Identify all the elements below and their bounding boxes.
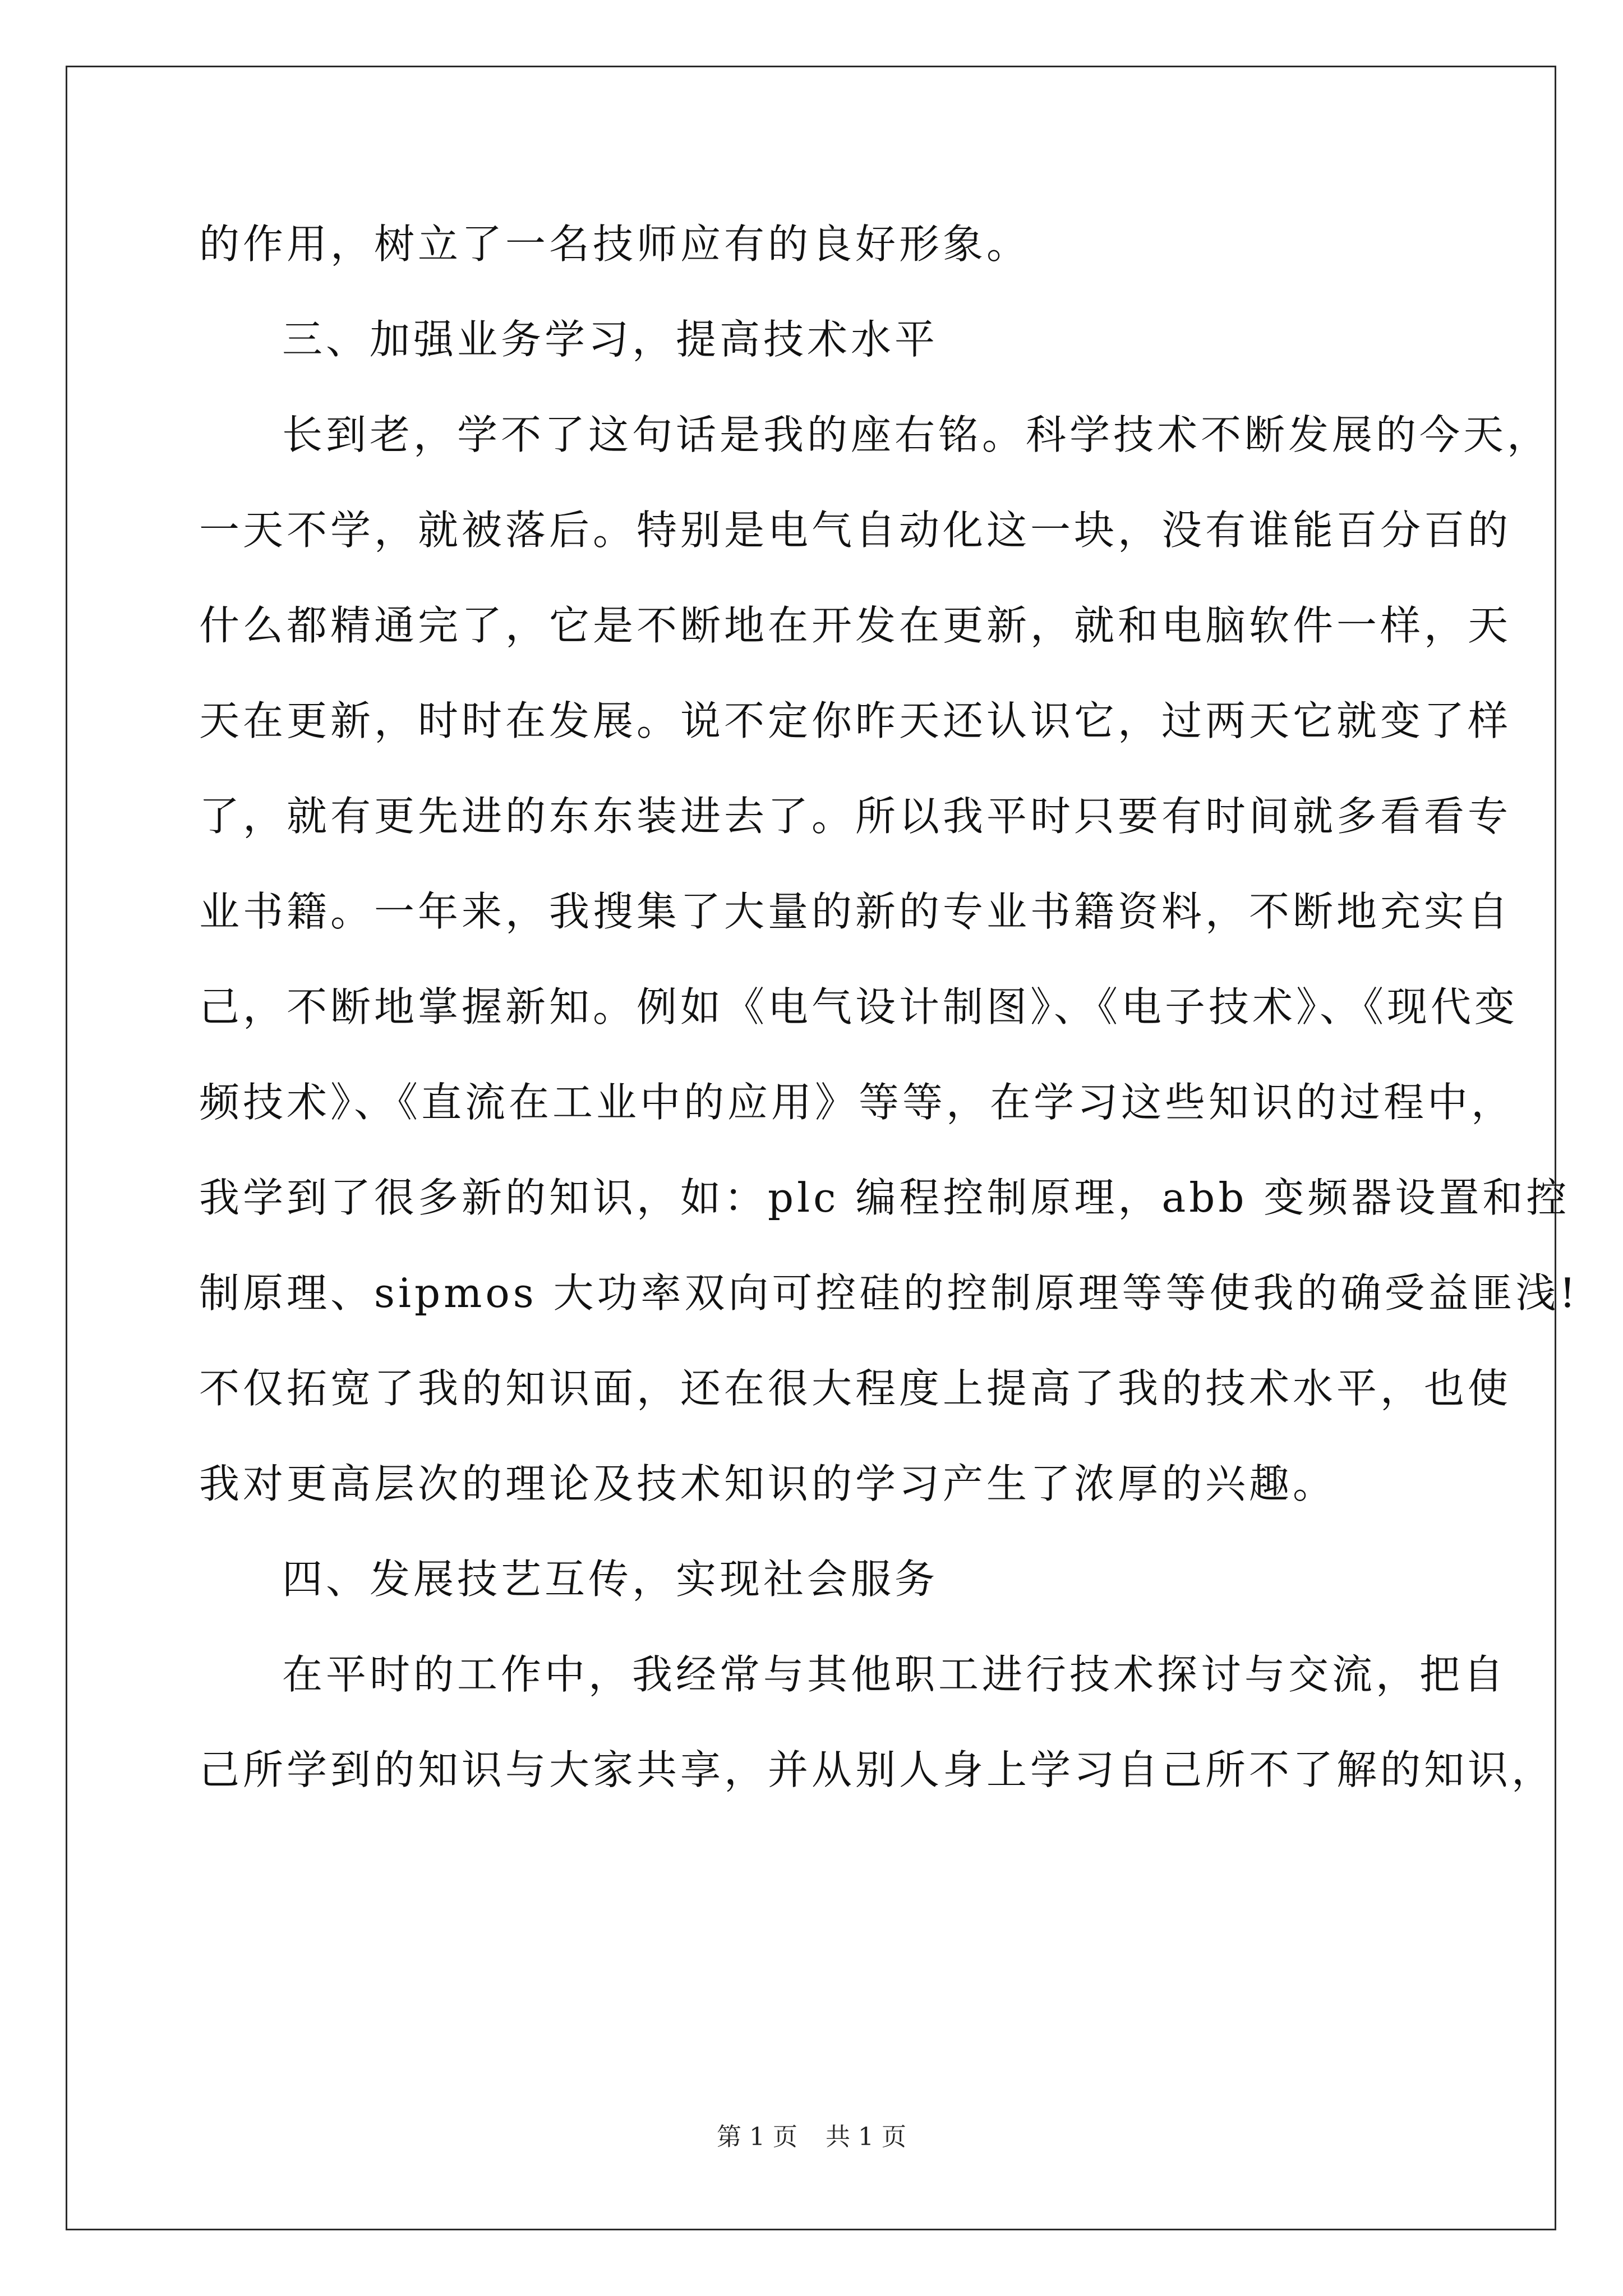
text-line: 天在更新，时时在发展。说不定你昨天还认识它，过两天它就变了样 xyxy=(199,697,1512,744)
text-line: 的作用，树立了一名技师应有的良好形象。 xyxy=(199,220,1031,268)
text-line: 一天不学，就被落后。特别是电气自动化这一块，没有谁能百分百的 xyxy=(199,507,1512,554)
text-line: 了，就有更先进的东东装进去了。所以我平时只要有时间就多看看专 xyxy=(199,793,1512,840)
page-footer xyxy=(0,2120,1623,2154)
text-line: 长到老，学不了这句话是我的座右铭。科学技术不断发展的今天， xyxy=(282,411,1551,458)
text-line: 不仅拓宽了我的知识面，还在很大程度上提高了我的技术水平，也使 xyxy=(199,1365,1512,1412)
section-heading: 四、发展技艺互传，实现社会服务 xyxy=(282,1556,939,1603)
section-heading: 三、加强业务学习，提高技术水平 xyxy=(282,316,939,363)
text-line: 己，不断地掌握新知。例如《电气设计制图》、《电子技术》、《现代变 xyxy=(199,983,1519,1030)
text-line: 我学到了很多新的知识，如：plc 编程控制原理，abb 变频器设置和控 xyxy=(199,1174,1570,1221)
text-line: 在平时的工作中，我经常与其他职工进行技术探讨与交流，把自 xyxy=(282,1651,1507,1698)
text-line: 频技术》、《直流在工业中的应用》等等，在学习这些知识的过程中， xyxy=(199,1079,1515,1126)
text-line: 什么都精通完了，它是不断地在开发在更新，就和电脑软件一样，天 xyxy=(199,602,1512,649)
text-line: 己所学到的知识与大家共享，并从别人身上学习自己所不了解的知识， xyxy=(199,1746,1556,1793)
text-line: 业书籍。一年来，我搜集了大量的新的专业书籍资料，不断地充实自 xyxy=(199,888,1512,935)
page-number: 第 1 页 xyxy=(717,2123,797,2151)
text-line: 我对更高层次的理论及技术知识的学习产生了浓厚的兴趣。 xyxy=(199,1460,1337,1507)
page-total: 共 1 页 xyxy=(826,2123,906,2151)
text-line: 制原理、sipmos 大功率双向可控硅的控制原理等等使我的确受益匪浅! xyxy=(199,1269,1579,1317)
page-border xyxy=(66,66,1556,2230)
